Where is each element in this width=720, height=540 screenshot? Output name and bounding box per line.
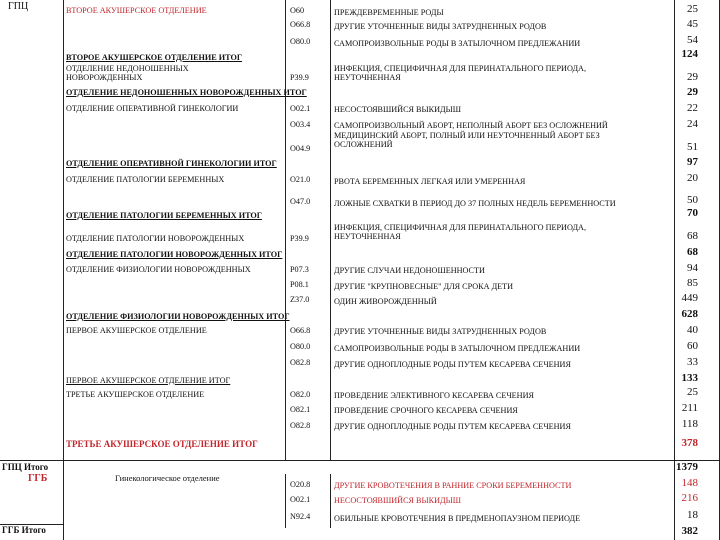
department-total: 378 — [681, 437, 698, 449]
column-divider — [330, 0, 331, 460]
department-total-label: ВТОРОЕ АКУШЕРСКОЕ ОТДЕЛЕНИЕ ИТОГ — [66, 53, 243, 62]
count-value: 40 — [687, 324, 698, 336]
department-total-label: ОТДЕЛЕНИЕ ПАТОЛОГИИ НОВОРОЖДЕННЫХ ИТОГ — [66, 250, 283, 259]
region-total-label: ГГБ Итого — [2, 525, 46, 535]
count-value: 22 — [687, 102, 698, 114]
count-value: 50 — [687, 194, 698, 206]
diagnosis-code: P07.3 — [290, 265, 309, 274]
diagnosis-code: P08.1 — [290, 280, 309, 289]
count-value: 211 — [681, 402, 698, 414]
diagnosis-text: ДРУГИЕ КРОВОТЕЧЕНИЯ В РАННИЕ СРОКИ БЕРЕМЕННОСТИ — [334, 481, 572, 490]
diagnosis-text: САМОПРОИЗВОЛЬНЫЕ РОДЫ В ЗАТЫЛОЧНОМ ПРЕДЛЕЖАНИИ — [334, 344, 581, 353]
region-label: ГГБ — [28, 473, 48, 484]
diagnosis-text: ПРЕЖДЕВРЕМЕННЫЕ РОДЫ — [334, 8, 444, 17]
count-value: 51 — [687, 141, 698, 153]
diagnosis-text: ДРУГИЕ УТОЧНЕННЫЕ ВИДЫ ЗАТРУДНЕННЫХ РОДОВ — [334, 22, 547, 31]
diagnosis-text: РВОТА БЕРЕМЕННЫХ ЛЕГКАЯ ИЛИ УМЕРЕННАЯ — [334, 177, 526, 186]
diagnosis-text: НЕСОСТОЯВШИЙСЯ ВЫКИДЫШ — [334, 105, 462, 114]
department-total-label: ТРЕТЬЕ АКУШЕРСКОЕ ОТДЕЛЕНИЕ ИТОГ — [66, 439, 258, 449]
diagnosis-text: ИНФЕКЦИЯ, СПЕЦИФИЧНАЯ ДЛЯ ПЕРИНАТАЛЬНОГО ПЕРИОДА, НЕУТОЧНЕННАЯ — [334, 223, 587, 241]
column-divider — [330, 474, 331, 528]
department-name: ТРЕТЬЕ АКУШЕРСКОЕ ОТДЕЛЕНИЕ — [66, 390, 205, 399]
diagnosis-text: ДРУГИЕ ОДНОПЛОДНЫЕ РОДЫ ПУТЕМ КЕСАРЕВА СЕЧЕНИЯ — [334, 360, 571, 369]
region-label: ГПЦ — [8, 1, 29, 12]
department-total-label: ПЕРВОЕ АКУШЕРСКОЕ ОТДЕЛЕНИЕ ИТОГ — [66, 376, 231, 385]
count-value: 148 — [681, 477, 698, 489]
diagnosis-code: O82.0 — [290, 390, 311, 399]
department-total-label: ОТДЕЛЕНИЕ ФИЗИОЛОГИИ НОВОРОЖДЕННЫХ ИТОГ — [66, 312, 290, 321]
department-total: 628 — [681, 308, 698, 320]
column-divider — [285, 474, 286, 528]
count-value: 449 — [681, 292, 698, 304]
department-name: ПЕРВОЕ АКУШЕРСКОЕ ОТДЕЛЕНИЕ — [66, 326, 207, 335]
diagnosis-code: N92.4 — [290, 512, 311, 521]
diagnosis-text: САМОПРОИЗВОЛЬНЫЕ РОДЫ В ЗАТЫЛОЧНОМ ПРЕДЛЕЖАНИИ — [334, 39, 581, 48]
department-name: ОТДЕЛЕНИЕ ФИЗИОЛОГИИ НОВОРОЖДЕННЫХ — [66, 265, 251, 274]
diagnosis-text: ПРОВЕДЕНИЕ ЭЛЕКТИВНОГО КЕСАРЕВА СЕЧЕНИЯ — [334, 391, 534, 400]
count-value: 45 — [687, 18, 698, 30]
diagnosis-code: O66.8 — [290, 326, 311, 335]
department-name: ОТДЕЛЕНИЕ НЕДОНОШЕННЫХ НОВОРОЖДЕННЫХ — [66, 64, 189, 82]
section-divider — [0, 460, 720, 461]
diagnosis-text: НЕСОСТОЯВШИЙСЯ ВЫКИДЫШ — [334, 496, 462, 505]
diagnosis-text: МЕДИЦИНСКИЙ АБОРТ, ПОЛНЫЙ ИЛИ НЕУТОЧНЕННЫЙ АБОРТ БЕЗ ОСЛОЖНЕНИЙ — [334, 131, 600, 149]
department-total-label: ОТДЕЛЕНИЕ ПАТОЛОГИИ БЕРЕМЕННЫХ ИТОГ — [66, 211, 263, 220]
count-value: 54 — [687, 34, 698, 46]
count-value: 29 — [687, 71, 698, 83]
diagnosis-code: O02.1 — [290, 495, 311, 504]
diagnosis-text: ОБИЛЬНЫЕ КРОВОТЕЧЕНИЯ В ПРЕДМЕНОПАУЗНОМ ПЕРИОДЕ — [334, 514, 581, 523]
diagnosis-text: ДРУГИЕ СЛУЧАИ НЕДОНОШЕННОСТИ — [334, 266, 485, 275]
diagnosis-text: САМОПРОИЗВОЛЬНЫЙ АБОРТ, НЕПОЛНЫЙ АБОРТ БЕЗ ОСЛОЖНЕНИЙ — [334, 121, 608, 130]
region-total-label: ГПЦ Итого — [2, 462, 49, 472]
department-total-label: ОТДЕЛЕНИЕ ОПЕРАТИВНОЙ ГИНЕКОЛОГИИ ИТОГ — [66, 159, 277, 168]
count-value: 18 — [687, 509, 698, 521]
department-total: 97 — [687, 156, 698, 168]
diagnosis-text: ДРУГИЕ ОДНОПЛОДНЫЕ РОДЫ ПУТЕМ КЕСАРЕВА СЕЧЕНИЯ — [334, 422, 571, 431]
diagnosis-code: O82.8 — [290, 358, 311, 367]
diagnosis-text: ДРУГИЕ "КРУПНОВЕСНЫЕ" ДЛЯ СРОКА ДЕТИ — [334, 282, 514, 291]
column-divider — [285, 0, 286, 460]
diagnosis-code: O03.4 — [290, 120, 311, 129]
department-total: 70 — [687, 207, 698, 219]
diagnosis-text: ОДИН ЖИВОРОЖДЕННЫЙ — [334, 297, 437, 306]
count-value: 216 — [681, 492, 698, 504]
department-total-label: ОТДЕЛЕНИЕ НЕДОНОШЕННЫХ НОВОРОЖДЕННЫХ ИТОГ — [66, 88, 307, 97]
diagnosis-code: O80.0 — [290, 342, 311, 351]
count-value: 24 — [687, 118, 698, 130]
department-name: Гинекологическое отделение — [115, 473, 220, 483]
department-name: ОТДЕЛЕНИЕ ОПЕРАТИВНОЙ ГИНЕКОЛОГИИ — [66, 104, 239, 113]
diagnosis-code: Z37.0 — [290, 295, 310, 304]
diagnosis-text: ИНФЕКЦИЯ, СПЕЦИФИЧНАЯ ДЛЯ ПЕРИНАТАЛЬНОГО ПЕРИОДА, НЕУТОЧНЕННАЯ — [334, 64, 587, 82]
diagnosis-text: ПРОВЕДЕНИЕ СРОЧНОГО КЕСАРЕВА СЕЧЕНИЯ — [334, 406, 518, 415]
region-total: 1379 — [676, 461, 698, 473]
department-total: 133 — [681, 372, 698, 384]
count-value: 68 — [687, 230, 698, 242]
diagnosis-code: P39.9 — [290, 234, 309, 243]
diagnosis-text: ЛОЖНЫЕ СХВАТКИ В ПЕРИОД ДО 37 ПОЛНЫХ НЕДЕЛЬ БЕРЕМЕННОСТИ — [334, 199, 616, 208]
diagnosis-text: ДРУГИЕ УТОЧНЕННЫЕ ВИДЫ ЗАТРУДНЕННЫХ РОДОВ — [334, 327, 547, 336]
diagnosis-code: P39.9 — [290, 73, 309, 82]
count-value: 20 — [687, 172, 698, 184]
diagnosis-code: O82.8 — [290, 421, 311, 430]
diagnosis-code: O82.1 — [290, 405, 311, 414]
diagnosis-code: O80.0 — [290, 37, 311, 46]
count-value: 25 — [687, 386, 698, 398]
diagnosis-code: O60 — [290, 6, 305, 15]
diagnosis-code: O66.8 — [290, 20, 311, 29]
count-value: 60 — [687, 340, 698, 352]
diagnosis-code: O47.0 — [290, 197, 311, 206]
diagnosis-code: O20.8 — [290, 480, 311, 489]
department-name: ОТДЕЛЕНИЕ ПАТОЛОГИИ НОВОРОЖДЕННЫХ — [66, 234, 245, 243]
department-name: ОТДЕЛЕНИЕ ПАТОЛОГИИ БЕРЕМЕННЫХ — [66, 175, 225, 184]
count-value: 85 — [687, 277, 698, 289]
count-value: 118 — [681, 418, 698, 430]
department-total: 68 — [687, 246, 698, 258]
count-value: 25 — [687, 3, 698, 15]
department-total: 124 — [681, 48, 698, 60]
diagnosis-code: O21.0 — [290, 175, 311, 184]
count-value: 33 — [687, 356, 698, 368]
region-total: 382 — [681, 525, 698, 537]
count-value: 94 — [687, 262, 698, 274]
department-total: 29 — [687, 86, 698, 98]
diagnosis-code: O02.1 — [290, 104, 311, 113]
column-divider — [63, 0, 64, 540]
diagnosis-code: O04.9 — [290, 144, 311, 153]
department-name: ВТОРОЕ АКУШЕРСКОЕ ОТДЕЛЕНИЕ — [66, 6, 207, 15]
